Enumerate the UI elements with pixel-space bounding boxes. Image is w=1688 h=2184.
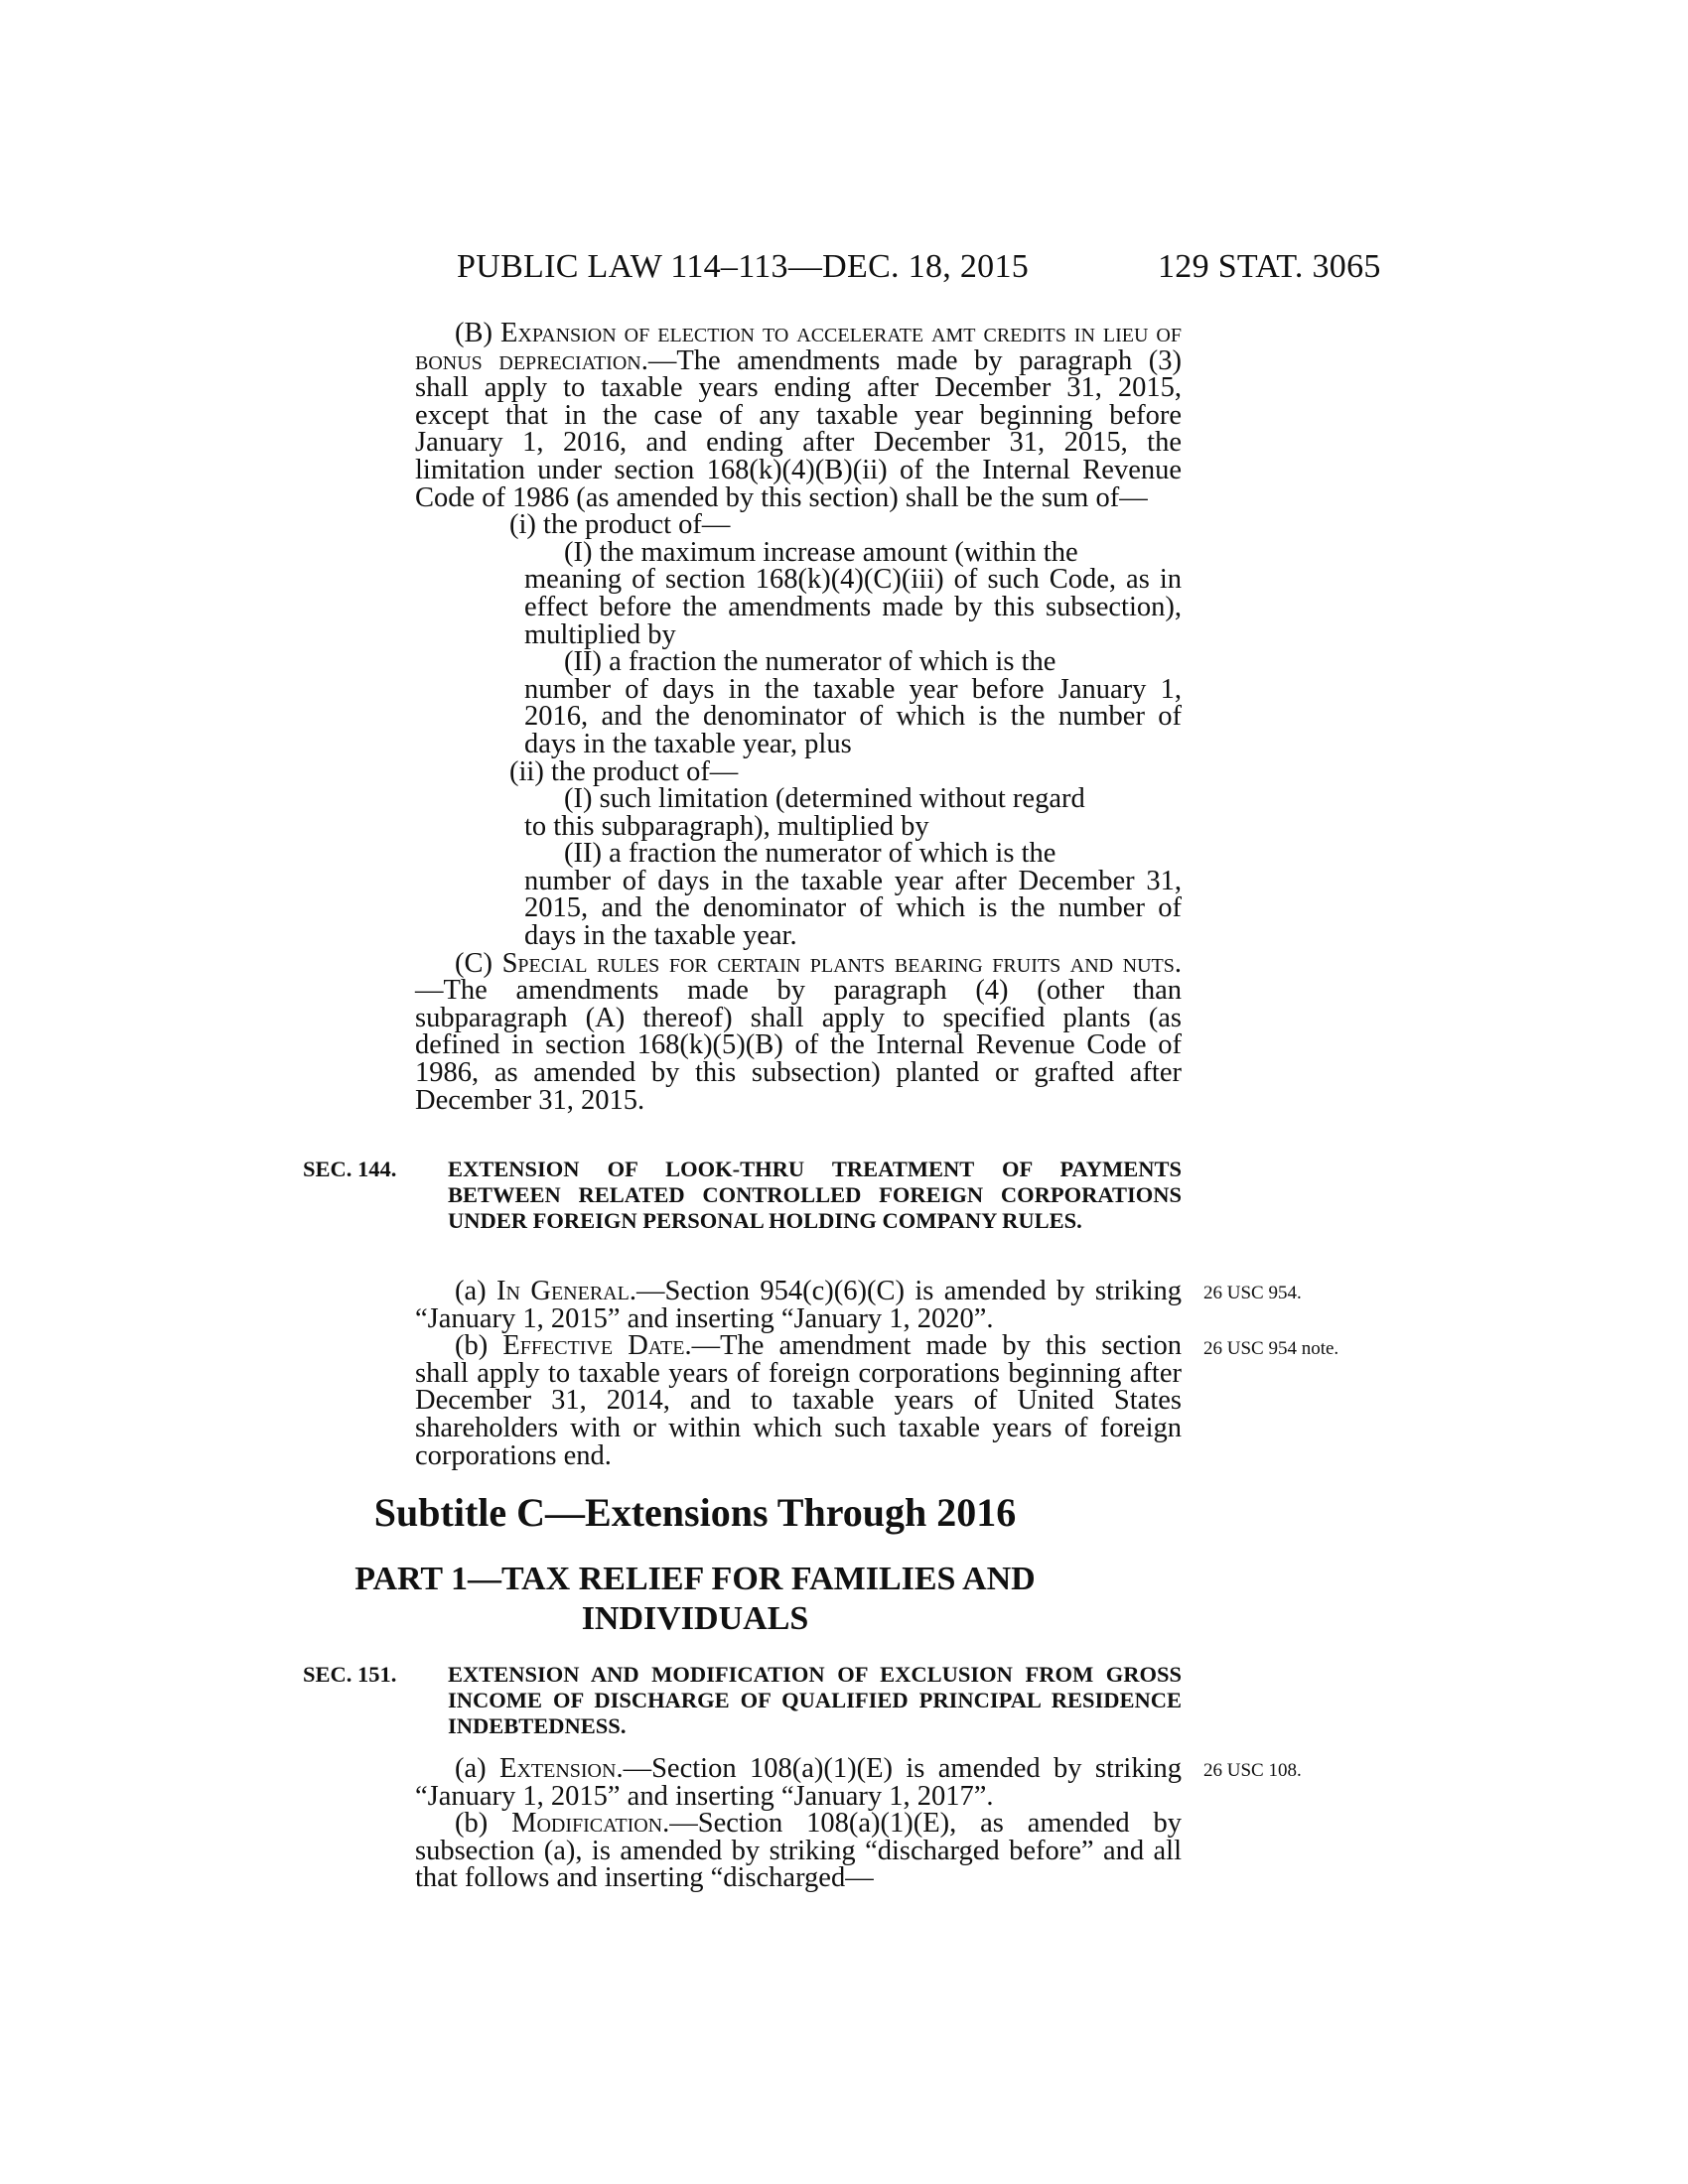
subclause-i-I-cont: meaning of section 168(k)(4)(C)(iii) of such Code, as in effect before the amendments made by this subsection), multiplied by — [524, 564, 1182, 650]
page-number: 129 STAT. 3065 — [1158, 248, 1381, 285]
section-151-subsection-a — [415, 1755, 1182, 1810]
section-144-subsection-a — [415, 1278, 1182, 1332]
clause-i: (i) the product of— — [509, 509, 731, 541]
section-151-title: EXTENSION AND MODIFICATION OF EXCLUSION FROM GROSS INCOME OF DISCHARGE OF QUALIFIED PRINCIPAL RESIDENCE INDEBTEDNESS. — [448, 1662, 1182, 1738]
paragraph-b-label: (B) — [455, 318, 492, 348]
subclause-ii-I: (I) such limitation (determined without regard — [564, 783, 1085, 815]
subsection-a-heading: Extension. — [499, 1753, 624, 1784]
margin-note-954-note: 26 USC 954 note. — [1203, 1338, 1339, 1359]
subclause-i-I: (I) the maximum increase amount (within the — [564, 536, 1078, 568]
section-151-body — [415, 1755, 1182, 1892]
paragraph-c-label: (C) — [455, 947, 492, 979]
paragraph-c-heading: Special rules for certain plants bearing fruits and nuts. — [501, 947, 1183, 979]
subsection-a-label: (a) — [455, 1276, 487, 1306]
section-151-subsection-b — [415, 1810, 1182, 1892]
part-heading-line1: PART 1—TAX RELIEF FOR FAMILIES AND — [354, 1561, 1036, 1597]
subsection-b-heading: Effective Date. — [502, 1330, 692, 1362]
margin-note-108: 26 USC 108. — [1203, 1760, 1302, 1781]
margin-note-954: 26 USC 954. — [1203, 1283, 1302, 1303]
subclause-i-II-cont: number of days in the taxable year before January 1, 2016, and the denominator of which is the number of days in the taxable year, plus — [524, 673, 1182, 759]
subclause-ii-I-cont: to this subparagraph), multiplied by — [524, 810, 929, 842]
part-heading-line2: INDIVIDUALS — [581, 1600, 809, 1637]
subsection-b-label: (b) — [455, 1330, 489, 1362]
subsection-b-label: (b) — [455, 1808, 489, 1840]
paragraph-c — [415, 947, 1183, 1116]
section-144-body — [415, 1278, 1182, 1469]
section-144-heading — [303, 1157, 1182, 1234]
subsection-a-label: (a) — [455, 1753, 487, 1784]
running-header-title: PUBLIC LAW 114–113—DEC. 18, 2015 — [457, 248, 1030, 285]
subsection-b-text: —The amendment made by this section shall apply to taxable years of foreign corporations beginning after December 31, 2014, and to taxable years of United States shareholders with or within which such taxable years of foreign corporations end. — [415, 1330, 1182, 1471]
subtitle-heading: Subtitle C—Extensions Through 2016 — [373, 1490, 1017, 1535]
paragraph-b-heading: Expansion of election to accelerate amt credits in lieu of bonus depreciation. — [415, 318, 1182, 376]
section-144-label: SEC. 144. — [303, 1157, 397, 1181]
section-144-subsection-b — [415, 1332, 1182, 1469]
subsection-b-heading: Modification. — [511, 1808, 670, 1840]
section-151-heading — [303, 1662, 1182, 1739]
section-151-label: SEC. 151. — [303, 1662, 397, 1687]
subsection-a-text: —Section 108(a)(1)(E) is amended by striking “January 1, 2015” and inserting “January 1, 2017”. — [415, 1753, 1183, 1812]
paragraph-c-text: —The amendments made by paragraph (4) (other than subparagraph (A) thereof) shall apply to specified plants (as defined in section 168(k)(5)(B) of the Internal Revenue Code of 1986, as amended by this subsection) planted or grafted after December 31, 2015. — [415, 975, 1182, 1116]
subclause-ii-II: (II) a fraction the numerator of which is the — [564, 838, 1056, 870]
clause-ii: (ii) the product of— — [509, 755, 739, 787]
subsection-a-text: —Section 954(c)(6)(C) is amended by striking “January 1, 2015” and inserting “January 1, 2020”. — [415, 1276, 1182, 1334]
section-144-title: EXTENSION OF LOOK-THRU TREATMENT OF PAYMENTS BETWEEN RELATED CONTROLLED FOREIGN CORPORATIONS UNDER FOREIGN PERSONAL HOLDING COMPANY RULES. — [448, 1157, 1182, 1233]
paragraph-b-text: —The amendments made by paragraph (3) shall apply to taxable years ending after December 31, 2015, except that in the case of any taxable year beginning before January 1, 2016, and ending after December 31, 2015, the limitation under section 168(k)(4)(B)(ii) of the Internal Revenue Code of 1986 (as amended by this section) shall be the sum of— — [415, 344, 1183, 513]
subclause-ii-II-cont: number of days in the taxable year after December 31, 2015, and the denominator of which is the number of days in the taxable year. — [524, 865, 1182, 952]
paragraph-block-b-c — [415, 320, 1182, 1114]
subsection-b-text: —Section 108(a)(1)(E), as amended by subsection (a), is amended by striking “discharged before” and all that follows and inserting “discharged— — [415, 1808, 1183, 1894]
subsection-a-heading: In General. — [496, 1276, 636, 1306]
subclause-i-II: (II) a fraction the numerator of which is the — [564, 646, 1056, 678]
paragraph-b — [415, 320, 1182, 511]
